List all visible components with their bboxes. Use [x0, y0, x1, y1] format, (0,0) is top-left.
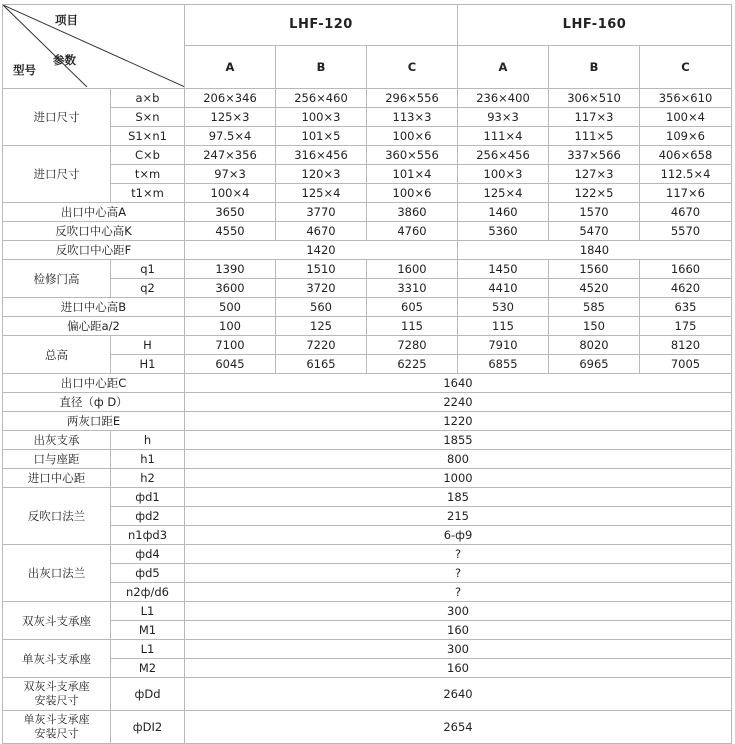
- table-row: [3, 279, 732, 298]
- value-cell: 585: [549, 298, 640, 317]
- value-cell: 100: [185, 317, 276, 336]
- value-cell: 356×610: [640, 89, 732, 108]
- row-param: C×b: [111, 146, 185, 165]
- value-cell: 101×4: [367, 165, 458, 184]
- value-cell: 1390: [185, 260, 276, 279]
- corner-label-model: 型号: [13, 63, 36, 77]
- value-cell: 4620: [640, 279, 732, 298]
- value-cell: 1660: [640, 260, 732, 279]
- value-cell: 4760: [367, 222, 458, 241]
- corner-label-param: 参数: [53, 53, 76, 67]
- value-cell: 337×566: [549, 146, 640, 165]
- value-cell: 8020: [549, 336, 640, 355]
- value-cell-shared: 160: [185, 659, 732, 678]
- value-cell-shared: 1220: [185, 412, 732, 431]
- table-row: [3, 640, 732, 659]
- table-row: [3, 431, 732, 450]
- value-cell-shared: 1640: [185, 374, 732, 393]
- value-cell: 100×4: [640, 108, 732, 127]
- value-cell: 111×4: [458, 127, 549, 146]
- value-cell: 605: [367, 298, 458, 317]
- row-group-label: 出灰口法兰: [3, 545, 111, 602]
- value-cell: 530: [458, 298, 549, 317]
- table-row: [3, 469, 732, 488]
- value-cell: 4520: [549, 279, 640, 298]
- value-cell: 122×5: [549, 184, 640, 203]
- table-row: [3, 526, 732, 545]
- value-cell-shared: ?: [185, 583, 732, 602]
- value-cell: 1560: [549, 260, 640, 279]
- table-row: [3, 621, 732, 640]
- table-row: [3, 412, 732, 431]
- row-group-label: 双灰斗支承座: [3, 602, 111, 640]
- row-param: t1×m: [111, 184, 185, 203]
- value-cell: 7910: [458, 336, 549, 355]
- row-param: H: [111, 336, 185, 355]
- value-cell-shared: 1000: [185, 469, 732, 488]
- table-row: [3, 711, 732, 744]
- row-param: a×b: [111, 89, 185, 108]
- value-cell: 3720: [276, 279, 367, 298]
- value-cell: 115: [367, 317, 458, 336]
- value-cell: 256×460: [276, 89, 367, 108]
- table-row: [3, 241, 732, 260]
- value-cell: 316×456: [276, 146, 367, 165]
- row-param: h: [111, 431, 185, 450]
- value-cell: 306×510: [549, 89, 640, 108]
- value-cell: 120×3: [276, 165, 367, 184]
- row-param: фd2: [111, 507, 185, 526]
- model-header-lhf-120: LHF-120: [185, 5, 458, 46]
- row-label: 反吹口中心距F: [3, 241, 185, 260]
- table-body: [3, 89, 732, 744]
- value-cell: 97.5×4: [185, 127, 276, 146]
- value-cell: 1600: [367, 260, 458, 279]
- value-cell: 296×556: [367, 89, 458, 108]
- table-row: [3, 583, 732, 602]
- value-cell: 3310: [367, 279, 458, 298]
- table-row: [3, 222, 732, 241]
- value-cell-shared: 2654: [185, 711, 732, 744]
- row-param: фd1: [111, 488, 185, 507]
- value-cell: 125×3: [185, 108, 276, 127]
- table-row: [3, 336, 732, 355]
- value-cell-shared: 300: [185, 602, 732, 621]
- value-cell: 127×3: [549, 165, 640, 184]
- corner-cell: [3, 5, 185, 89]
- table-row: [3, 298, 732, 317]
- value-cell: 101×5: [276, 127, 367, 146]
- value-cell: 4550: [185, 222, 276, 241]
- value-cell: 206×346: [185, 89, 276, 108]
- value-cell: 1460: [458, 203, 549, 222]
- value-cell: 7220: [276, 336, 367, 355]
- value-cell: 6855: [458, 355, 549, 374]
- value-cell: 117×3: [549, 108, 640, 127]
- row-param: n1фd3: [111, 526, 185, 545]
- value-cell: 3770: [276, 203, 367, 222]
- row-label: 出口中心高A: [3, 203, 185, 222]
- row-param: фDd: [111, 678, 185, 711]
- value-cell: 5470: [549, 222, 640, 241]
- row-param: q2: [111, 279, 185, 298]
- value-cell: 109×6: [640, 127, 732, 146]
- value-cell: 3600: [185, 279, 276, 298]
- value-cell: 3650: [185, 203, 276, 222]
- row-group-label: 进口尺寸: [3, 146, 111, 203]
- value-cell: 117×6: [640, 184, 732, 203]
- model-header-lhf-160: LHF-160: [458, 5, 732, 46]
- value-cell: 5570: [640, 222, 732, 241]
- variant-header: B: [549, 46, 640, 89]
- value-cell: 1570: [549, 203, 640, 222]
- value-cell: 100×6: [367, 127, 458, 146]
- row-label: 口与座距: [3, 450, 111, 469]
- value-cell: 500: [185, 298, 276, 317]
- value-cell-shared: 215: [185, 507, 732, 526]
- value-cell-shared: 1855: [185, 431, 732, 450]
- value-cell-lhf-120: 1420: [185, 241, 458, 260]
- row-group-label: 反吹口法兰: [3, 488, 111, 545]
- value-cell: 97×3: [185, 165, 276, 184]
- row-label: 进口中心高B: [3, 298, 185, 317]
- table-row: [3, 507, 732, 526]
- value-cell: 100×3: [276, 108, 367, 127]
- value-cell: 6045: [185, 355, 276, 374]
- value-cell: 6225: [367, 355, 458, 374]
- value-cell: 115: [458, 317, 549, 336]
- corner-label-item: 项目: [55, 13, 78, 27]
- table-row: [3, 355, 732, 374]
- variant-header: C: [640, 46, 732, 89]
- value-cell: 7280: [367, 336, 458, 355]
- row-label: 出口中心距C: [3, 374, 185, 393]
- row-label: 两灰口距E: [3, 412, 185, 431]
- value-cell: 6165: [276, 355, 367, 374]
- variant-header: A: [185, 46, 276, 89]
- row-param: S1×n1: [111, 127, 185, 146]
- value-cell-lhf-160: 1840: [458, 241, 732, 260]
- value-cell: 560: [276, 298, 367, 317]
- value-cell: 5360: [458, 222, 549, 241]
- value-cell-shared: 800: [185, 450, 732, 469]
- value-cell-shared: 300: [185, 640, 732, 659]
- value-cell: 113×3: [367, 108, 458, 127]
- row-label: 进口中心距: [3, 469, 111, 488]
- value-cell-shared: ?: [185, 545, 732, 564]
- table-row: [3, 89, 732, 108]
- value-cell-shared: 160: [185, 621, 732, 640]
- row-param: h1: [111, 450, 185, 469]
- value-cell: 8120: [640, 336, 732, 355]
- table-row: [3, 374, 732, 393]
- table-row: [3, 659, 732, 678]
- row-param: S×n: [111, 108, 185, 127]
- spec-table: [2, 4, 732, 744]
- row-param: t×m: [111, 165, 185, 184]
- value-cell-shared: 2240: [185, 393, 732, 412]
- table-row: [3, 678, 732, 711]
- value-cell: 93×3: [458, 108, 549, 127]
- value-cell: 100×6: [367, 184, 458, 203]
- table-row: [3, 488, 732, 507]
- value-cell: 112.5×4: [640, 165, 732, 184]
- value-cell: 100×4: [185, 184, 276, 203]
- value-cell-shared: ?: [185, 564, 732, 583]
- value-cell-shared: 6-ф9: [185, 526, 732, 545]
- row-label: 反吹口中心高K: [3, 222, 185, 241]
- table-row: [3, 564, 732, 583]
- row-param: L1: [111, 602, 185, 621]
- value-cell: 1510: [276, 260, 367, 279]
- table-row: [3, 146, 732, 165]
- value-cell: 6965: [549, 355, 640, 374]
- table-row: [3, 108, 732, 127]
- value-cell: 125×4: [276, 184, 367, 203]
- row-param: H1: [111, 355, 185, 374]
- value-cell: 125: [276, 317, 367, 336]
- value-cell: 236×400: [458, 89, 549, 108]
- variant-header: A: [458, 46, 549, 89]
- row-param: M1: [111, 621, 185, 640]
- row-param: M2: [111, 659, 185, 678]
- row-group-label: 进口尺寸: [3, 89, 111, 146]
- row-group-label: 总高: [3, 336, 111, 374]
- row-param: n2ф/d6: [111, 583, 185, 602]
- value-cell: 175: [640, 317, 732, 336]
- row-label: 双灰斗支承座 安装尺寸: [3, 678, 111, 711]
- table-row: [3, 317, 732, 336]
- variant-header: C: [367, 46, 458, 89]
- value-cell: 150: [549, 317, 640, 336]
- value-cell-shared: 185: [185, 488, 732, 507]
- value-cell: 4410: [458, 279, 549, 298]
- value-cell: 635: [640, 298, 732, 317]
- value-cell: 247×356: [185, 146, 276, 165]
- table-row: [3, 450, 732, 469]
- value-cell-shared: 2640: [185, 678, 732, 711]
- row-label: 偏心距a/2: [3, 317, 185, 336]
- value-cell: 4670: [276, 222, 367, 241]
- table-row: [3, 260, 732, 279]
- row-param: q1: [111, 260, 185, 279]
- value-cell: 360×556: [367, 146, 458, 165]
- row-group-label: 单灰斗支承座: [3, 640, 111, 678]
- row-param: L1: [111, 640, 185, 659]
- table-row: [3, 203, 732, 222]
- value-cell: 1450: [458, 260, 549, 279]
- variant-header: B: [276, 46, 367, 89]
- row-label: 单灰斗支承座 安装尺寸: [3, 711, 111, 744]
- row-param: фDI2: [111, 711, 185, 744]
- row-param: h2: [111, 469, 185, 488]
- value-cell: 256×456: [458, 146, 549, 165]
- table-row: [3, 165, 732, 184]
- row-label: 出灰支承: [3, 431, 111, 450]
- value-cell: 7100: [185, 336, 276, 355]
- value-cell: 111×5: [549, 127, 640, 146]
- table-row: [3, 602, 732, 621]
- value-cell: 3860: [367, 203, 458, 222]
- value-cell: 125×4: [458, 184, 549, 203]
- table-row: [3, 127, 732, 146]
- row-label: 直径（ф D）: [3, 393, 185, 412]
- value-cell: 100×3: [458, 165, 549, 184]
- header-row-models: [3, 5, 732, 46]
- row-group-label: 检修门高: [3, 260, 111, 298]
- table-row: [3, 545, 732, 564]
- value-cell: 4670: [640, 203, 732, 222]
- value-cell: 7005: [640, 355, 732, 374]
- value-cell: 406×658: [640, 146, 732, 165]
- table-row: [3, 184, 732, 203]
- row-param: фd4: [111, 545, 185, 564]
- table-row: [3, 393, 732, 412]
- row-param: фd5: [111, 564, 185, 583]
